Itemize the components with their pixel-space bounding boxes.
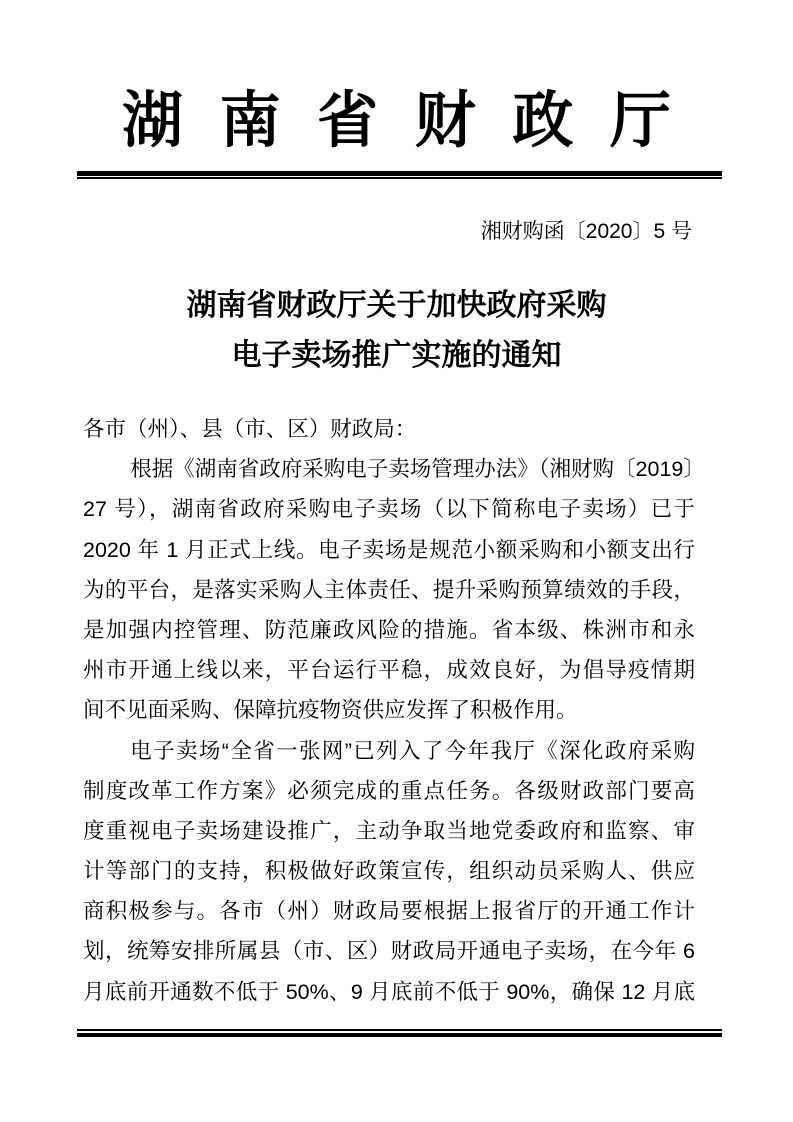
body-line: 州市开通上线以来，平台运行平稳，成效良好，为倡导疫情期 [83, 658, 695, 683]
body-line: 2020 年 1 月正式上线。电子卖场是规范小额采购和小额支出行 [83, 537, 695, 562]
doc-reference-number: 湘财购函〔2020〕5 号 [480, 220, 692, 243]
body-line: 根据《湖南省政府采购电子卖场管理办法》（湘财购〔2019〕 [130, 457, 705, 482]
body-line: 计等部门的支持，积极做好政策宣传，组织动员采购人、供应 [83, 859, 695, 884]
body-line: 电子卖场“全省一张网”已列入了今年我厅《深化政府采购 [130, 738, 695, 763]
body-line: 商积极参与。各市（州）财政局要根据上报省厅的开通工作计 [83, 899, 695, 924]
body-line: 为的平台，是落实采购人主体责任、提升采购预算绩效的手段， [83, 577, 695, 602]
document-title-line1: 湖南省财政厅关于加快政府采购 [186, 289, 607, 322]
document-title [0, 281, 793, 381]
paragraph-end-line: 间不见面采购、保障抗疫物资供应发挥了积极作用。 [83, 698, 578, 723]
body-line: 度重视电子卖场建设推广，主动争取当地党委政府和监察、审 [83, 818, 695, 843]
body-line: 27 号），湖南省政府采购电子卖场（以下简称电子卖场）已于 [83, 497, 695, 522]
footer-rule-thin-line [77, 1029, 722, 1031]
letterhead-rule-thin-line [77, 177, 722, 179]
body-line: 制度改革工作方案》必须完成的重点任务。各级财政部门要高 [83, 778, 695, 803]
body-line: 月底前开通数不低于 50%、9 月底前不低于 90%，确保 12 月底 [83, 979, 695, 1004]
salutation-line: 各市（州）、县（市、区）财政局： [83, 417, 417, 441]
body-line: 划，统筹安排所属县（市、区）财政局开通电子卖场，在今年 6 [83, 939, 695, 964]
document-title-line2: 电子卖场推广实施的通知 [231, 339, 562, 372]
letterhead-rule-thick-line [77, 171, 722, 176]
letterhead-double-rule [77, 171, 722, 179]
document-body [83, 409, 705, 1012]
body-line: 是加强内控管理、防范廉政风险的措施。省本级、株洲市和永 [83, 617, 695, 642]
footer-rule-thick-line [77, 1033, 722, 1038]
footer-double-rule [77, 1029, 722, 1037]
letterhead-org-name: 湖南省财政厅 [121, 86, 708, 154]
